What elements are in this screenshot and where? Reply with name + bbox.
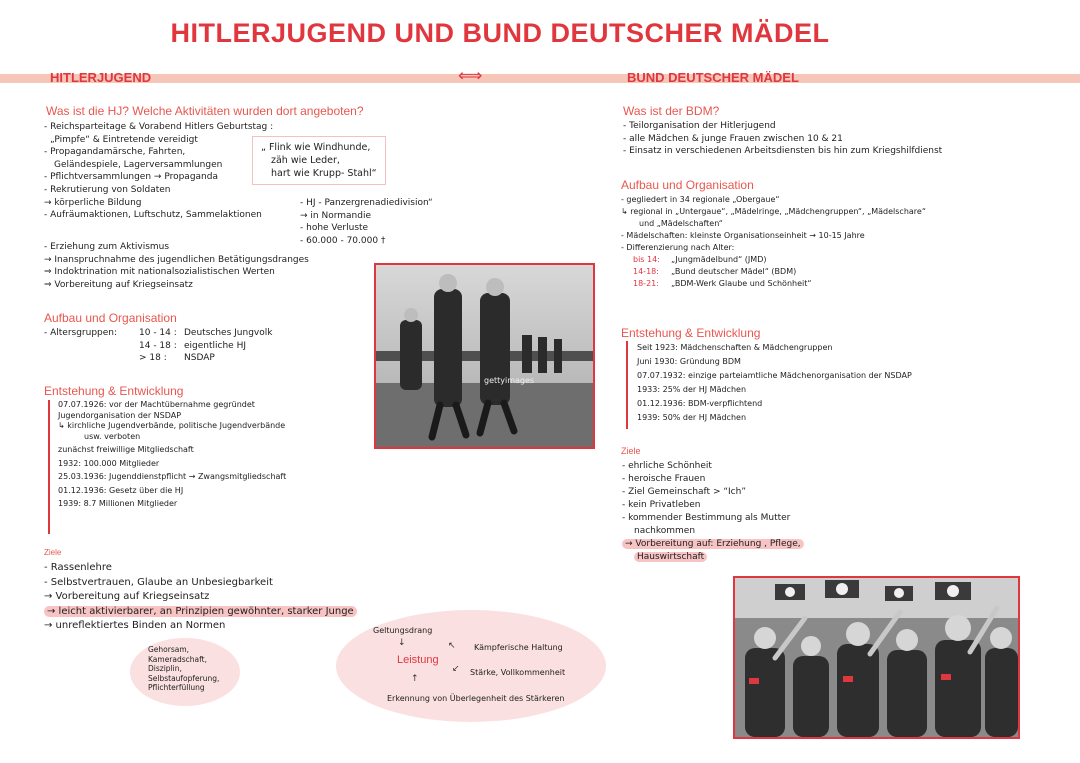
list-item: Kameradschaft, (148, 654, 207, 664)
age-group: NSDAP (184, 353, 215, 364)
list-item: - HJ - Panzergrenadiedivision“ (300, 198, 433, 208)
list-item: ⇒ Indoktrination mit nationalsozialistischen Werten (44, 267, 275, 278)
hj-division-list (300, 197, 433, 247)
leistung-right-label-2: Stärke, Vollkommenheit (470, 668, 566, 677)
list-item: Disziplin, (148, 664, 182, 673)
list-item: „Pimpfe“ & Eintretende vereidigt (50, 134, 198, 145)
list-item: - Pflichtversammlungen → Propaganda (44, 172, 218, 183)
timeline-item: 07.07.1932: einzige parteiamtliche Mädchenorganisation der NSDAP (637, 371, 912, 380)
age-group: eigentliche HJ (184, 340, 246, 351)
bdm-question-heading: Was ist der BDM? (623, 104, 720, 118)
list-item: ↳ regional in „Untergaue“, „Mädelringe, „Mädchengruppen“, „Mädelschare“ (621, 207, 926, 216)
list-item: - Selbstvertrauen, Glaube an Unbesiegbarkeit (44, 576, 273, 588)
list-item (44, 605, 357, 620)
list-item: - hohe Verluste (300, 223, 369, 234)
age-label: - Altersgruppen: (44, 328, 118, 338)
bdm-entstehung-heading: Entstehung & Entwicklung (621, 326, 761, 340)
age-range: 10 - 14 : (139, 328, 177, 338)
age-range: 14 - 18 : (139, 340, 177, 351)
list-item: - alle Mädchen & junge Frauen zwischen 10 & 21 (623, 133, 843, 144)
hj-marching-photo (374, 263, 595, 449)
hj-erziehung-list (44, 241, 309, 291)
list-item: - heroische Frauen (622, 474, 706, 484)
list-item: Selbstaufopferung, (148, 673, 220, 683)
list-item: - Teilorganisation der Hitlerjugend (623, 121, 776, 131)
arrow-down-icon: ↓ (398, 638, 406, 648)
timeline-item: Seit 1923: Mädchenschaften & Mädchengruppen (637, 343, 833, 352)
timeline-item: 1932: 100.000 Mitglieder (58, 458, 160, 468)
leistung-center-label: Leistung (397, 654, 439, 666)
age-range: 14-18: (633, 267, 659, 276)
timeline-item: zunächst freiwillige Mitgliedschaft (58, 445, 194, 454)
list-item (622, 538, 804, 551)
timeline-item: 1939: 50% der HJ Mädchen (637, 413, 747, 422)
list-item: - gegliedert in 34 regionale „Obergaue“ (621, 195, 780, 204)
bdm-ziele-list (622, 460, 804, 564)
arrow-icon: ↖ (448, 641, 456, 651)
list-item: und „Mädelschaften“ (639, 219, 723, 228)
leistung-right-label-1: Kämpferische Haltung (474, 643, 563, 652)
timeline-item: 07.07.1926: vor der Machtübernahme gegründet (58, 400, 255, 409)
page-title: HITLERJUGEND UND BUND DEUTSCHER MÄDEL (170, 18, 830, 48)
hj-ziele-heading: Ziele (44, 548, 62, 557)
right-column-heading: BUND DEUTSCHER MÄDEL (627, 70, 799, 85)
list-item: - Ziel Gemeinschaft > “Ich” (622, 487, 746, 497)
timeline-item: Juni 1930: Gründung BDM (637, 357, 741, 366)
list-item: - Rekrutierung von Soldaten (44, 184, 171, 195)
list-item: → körperliche Bildung (44, 197, 142, 208)
bdm-crowd-photo (733, 576, 1020, 739)
timeline-item: 01.12.1936: BDM-verpflichtend (637, 399, 763, 408)
list-item: - Propagandamärsche, Fahrten, (44, 147, 186, 158)
age-row (621, 278, 926, 290)
leistung-top-label: Geltungsdrang (373, 626, 433, 635)
quote-line: zäh wie Leder, (271, 155, 340, 166)
timeline-item: 01.12.1936: Gesetz über die HJ (58, 485, 184, 495)
list-item: - Reichsparteitage & Vorabend Hitlers Geburtstag : (44, 122, 274, 132)
list-item: - kein Privatleben (622, 500, 701, 510)
list-item: Gehorsam, (148, 645, 190, 654)
hj-activities-list (44, 121, 273, 222)
age-row (44, 327, 272, 340)
age-range: > 18 : (139, 353, 167, 364)
age-row (621, 254, 926, 266)
photo-watermark: gettyimages (484, 376, 535, 385)
saluting-girls-image (735, 578, 1018, 737)
list-item: Pflichterfüllung (148, 683, 205, 692)
arrow-icon: ↙ (452, 664, 460, 674)
bdm-aufbau-heading: Aufbau und Organisation (621, 178, 754, 192)
hj-timeline (48, 400, 286, 534)
list-item: - Rassenlehre (44, 562, 112, 573)
marching-youth-image (376, 265, 593, 447)
values-list (148, 645, 219, 693)
double-arrow-icon: ⟺ (458, 66, 483, 86)
list-item: → Inanspruchnahme des jugendlichen Betätigungsdranges (44, 254, 309, 265)
list-item: → Vorbereitung auf Kriegseinsatz (44, 591, 210, 602)
highlighted-goal: → Vorbereitung auf: Erziehung , Pflege, (622, 539, 804, 549)
header-band (0, 74, 1080, 83)
age-range: 18-21: (633, 279, 659, 288)
age-row (44, 340, 272, 353)
hj-aufbau-heading: Aufbau und Organisation (44, 311, 177, 325)
list-item: - 60.000 - 70.000 † (300, 235, 386, 246)
list-item: - ehrliche Schönheit (622, 461, 712, 471)
arrow-up-icon: ↑ (411, 674, 419, 684)
timeline-item: Jugendorganisation der NSDAP (58, 410, 182, 420)
timeline-item: 1933: 25% der HJ Mädchen (637, 385, 747, 394)
list-item (622, 551, 804, 564)
bdm-aufbau-list (621, 194, 926, 290)
list-item: → unreflektiertes Binden an Normen (44, 620, 226, 631)
timeline-item: 1939: 8.7 Millionen Mitglieder (58, 499, 178, 508)
age-group: Deutsches Jungvolk (184, 328, 273, 338)
leistung-bottom-label: Erkennung von Überlegenheit des Stärkeren (387, 694, 565, 703)
list-item: nachkommen (634, 526, 696, 536)
list-item: - kommender Bestimmung als Mutter (622, 513, 791, 523)
age-row (44, 352, 272, 365)
quote-line: „ Flink wie Windhunde, (261, 142, 371, 153)
list-item: Geländespiele, Lagerversammlungen (54, 159, 223, 170)
age-group: „Bund deutscher Mädel“ (BDM) (671, 267, 797, 276)
hj-entstehung-heading: Entstehung & Entwicklung (44, 384, 184, 398)
age-range: bis 14: (633, 255, 660, 264)
list-item: - Mädelschaften: kleinste Organisationseinheit → 10-15 Jahre (621, 231, 865, 240)
list-item: → in Normandie (300, 210, 371, 221)
hj-aufbau-list (44, 327, 272, 365)
list-item: ⇒ Vorbereitung auf Kriegseinsatz (44, 279, 193, 290)
hj-ziele-list (44, 561, 357, 634)
age-group: „BDM-Werk Glaube und Schönheit“ (671, 279, 812, 288)
highlighted-goal: → leicht aktivierbarer, an Prinzipien gewöhnter, starker Junge (44, 606, 357, 617)
list-item: - Einsatz in verschiedenen Arbeitsdiensten bis hin zum Kriegshilfdienst (623, 146, 943, 157)
bdm-timeline (626, 341, 912, 429)
quote-line: hart wie Krupp- Stahl“ (271, 168, 377, 179)
list-item: - Differenzierung nach Alter: (621, 243, 735, 252)
left-column-heading: HITLERJUGEND (50, 70, 152, 85)
highlighted-goal: Hauswirtschaft (634, 552, 707, 562)
bdm-what-list (623, 120, 942, 158)
bdm-ziele-heading: Ziele (621, 446, 641, 456)
age-group: „Jungmädelbund“ (JMD) (671, 255, 767, 264)
hj-question-heading: Was ist die HJ? Welche Aktivitäten wurden dort angeboten? (46, 104, 364, 118)
hj-quote-box (252, 136, 386, 185)
timeline-item: ↳ kirchliche Jugendverbände, politische Jugendverbände (58, 421, 286, 430)
timeline-item: 25.03.1936: Jugenddienstpflicht → Zwangsmitgliedschaft (58, 472, 287, 481)
list-item: - Aufräumaktionen, Luftschutz, Sammelaktionen (44, 210, 262, 221)
list-item: - Erziehung zum Aktivismus (44, 242, 170, 252)
timeline-item: usw. verboten (84, 431, 141, 441)
age-row (621, 266, 926, 278)
